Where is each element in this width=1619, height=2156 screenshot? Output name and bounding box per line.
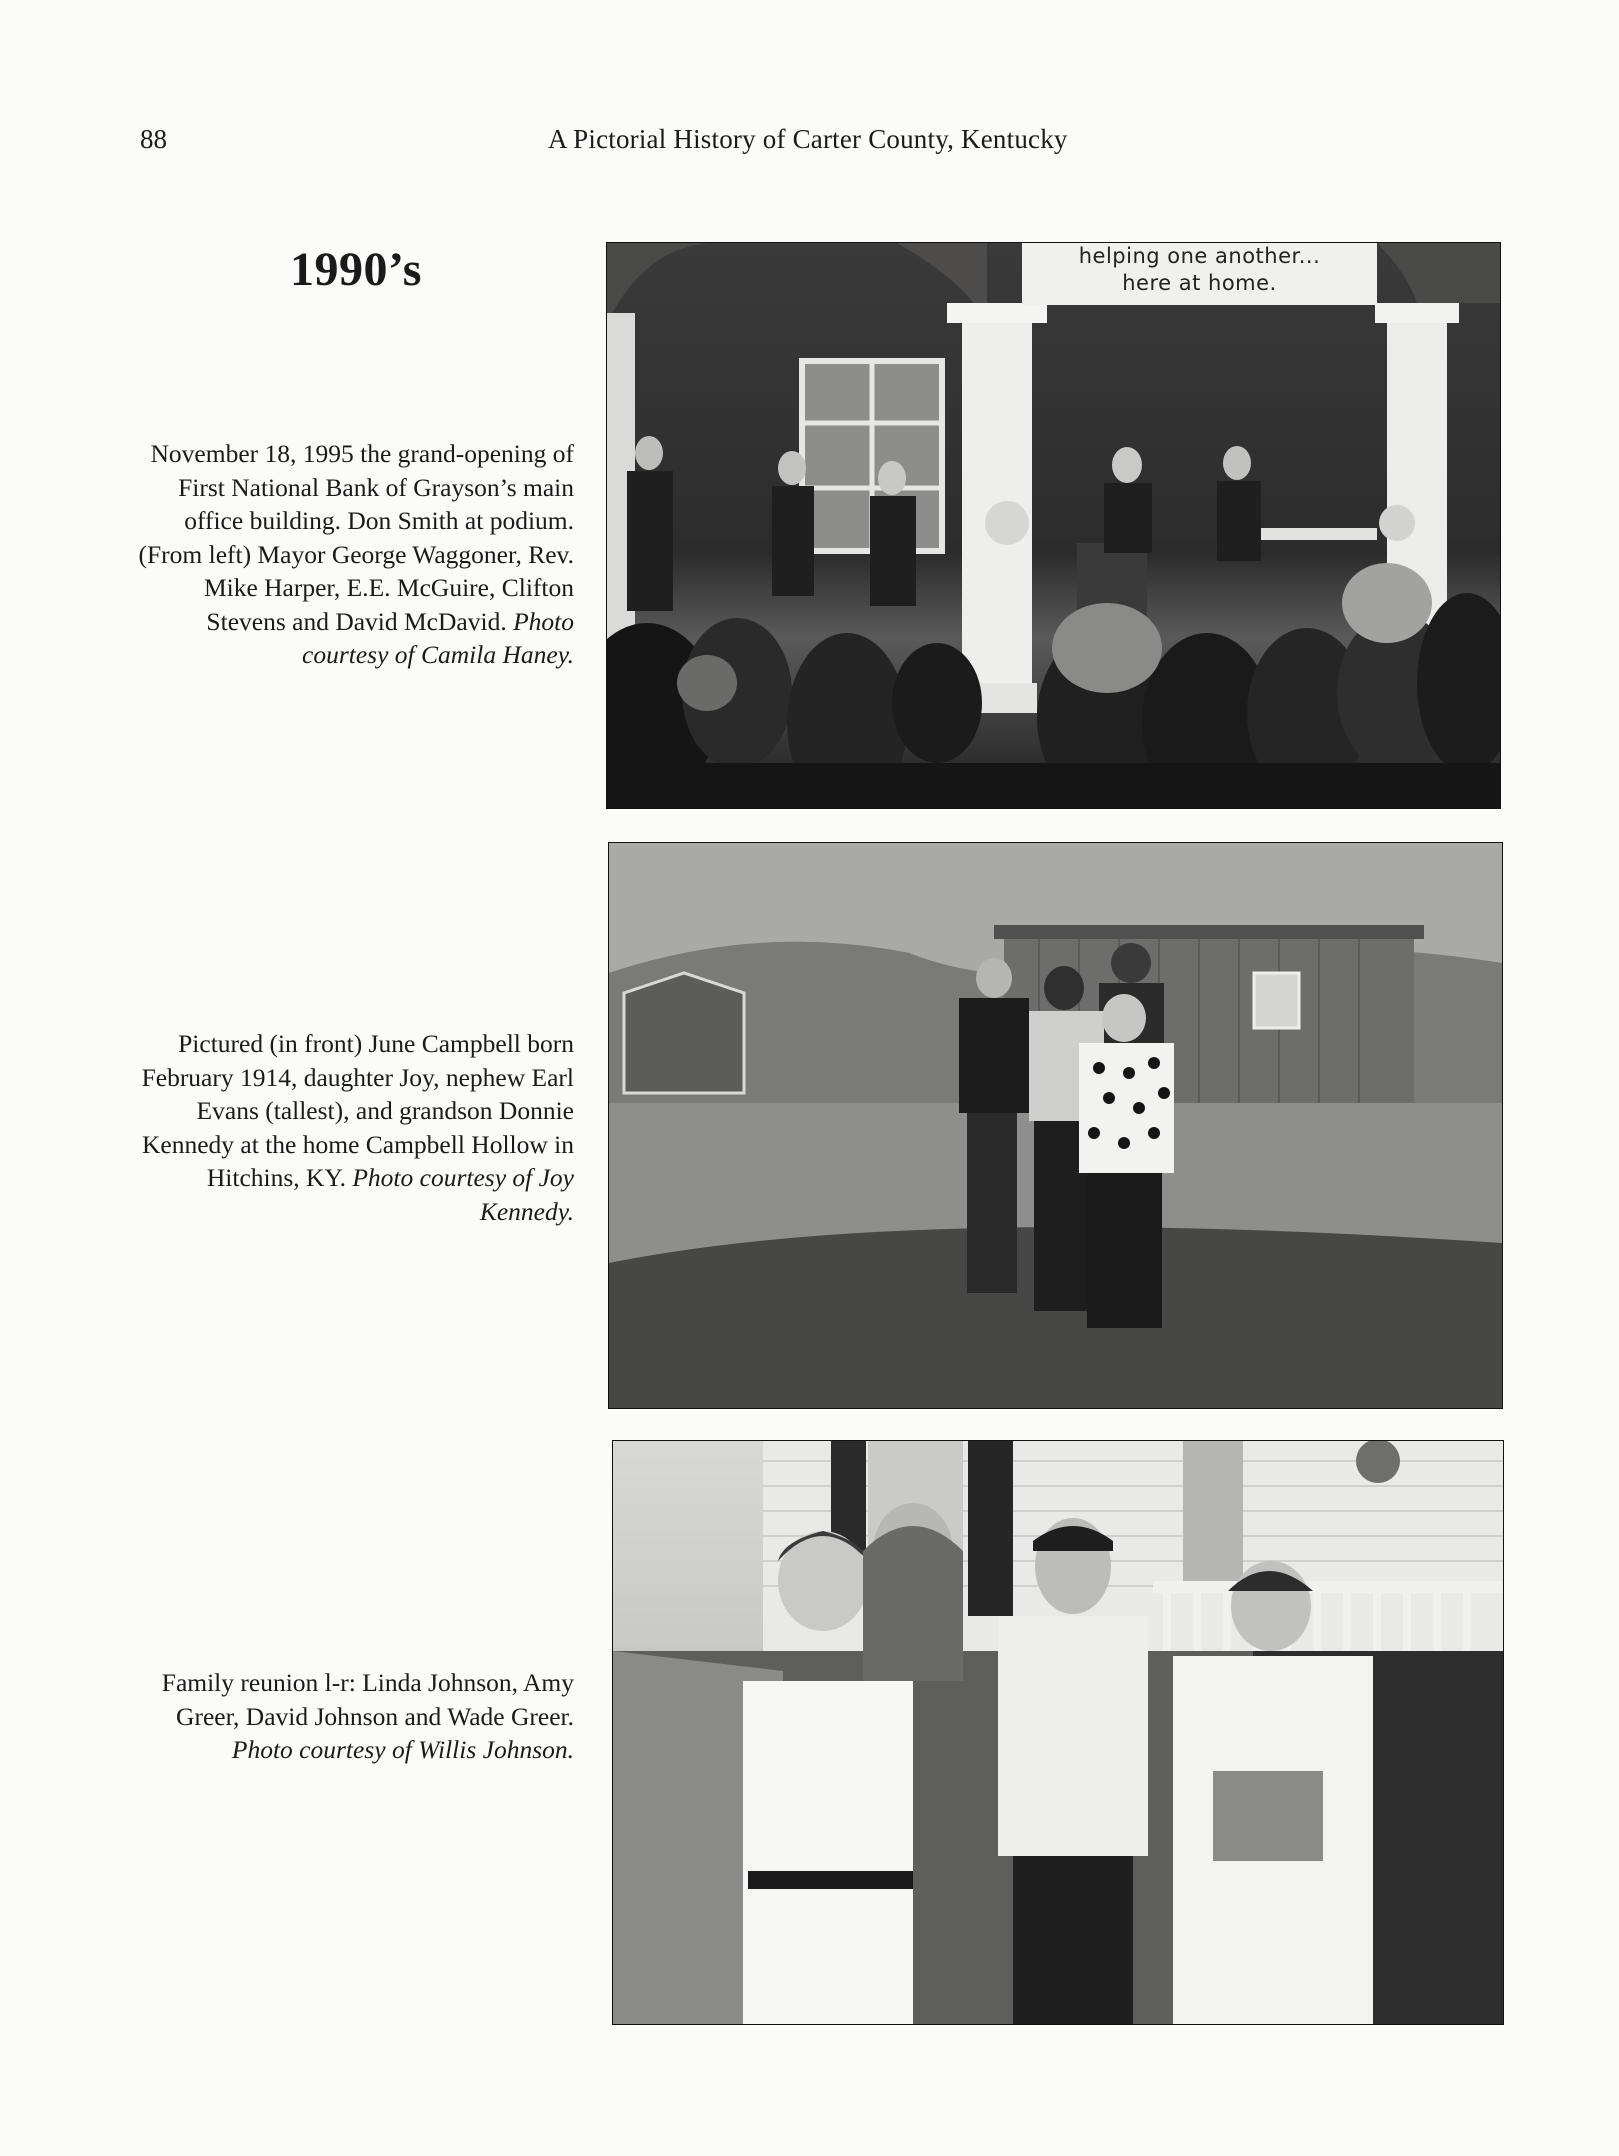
- banner-line-2: here at home.: [1122, 271, 1277, 295]
- photo-caption-campbell-family: [134, 1027, 574, 1228]
- caption-credit: Photo courtesy of Joy Kennedy.: [352, 1163, 574, 1226]
- caption-text: Pictured (in front) June Campbell born February 1914, daughter Joy, nephew Earl Evans (tallest), and grandson Donnie Kennedy at the home Campbell Hollow in Hitchins, KY.: [141, 1029, 574, 1192]
- running-head: A Pictorial History of Carter County, Kentucky: [548, 124, 1068, 154]
- photo-banner-sign: [1022, 243, 1377, 305]
- banner-line-1: helping one another...: [1078, 244, 1321, 268]
- photo-bank-grand-opening: [606, 242, 1501, 809]
- page-number: 88: [140, 124, 167, 154]
- photo-campbell-hollow-family: [608, 842, 1503, 1409]
- caption-credit: Photo courtesy of Camila Haney.: [302, 606, 574, 669]
- photo-campbell-hollow-family-image: [609, 843, 1502, 1408]
- caption-text: November 18, 1995 the grand-opening of First National Bank of Grayson’s main office building. Don Smith at podium. (From left) Mayor George Waggoner, Rev. Mike Harper, E.E. McGuire, Clifton Stevens and David McDavid.: [138, 439, 574, 636]
- section-title: 1990’s: [290, 243, 422, 296]
- photo-family-reunion: [612, 1440, 1504, 2025]
- caption-credit: Photo courtesy of Willis Johnson.: [231, 1735, 574, 1764]
- photo-family-reunion-image: [613, 1441, 1503, 2024]
- caption-text: Family reunion l-r: Linda Johnson, Amy Greer, David Johnson and Wade Greer.: [161, 1668, 574, 1731]
- photo-bank-grand-opening-image: [607, 243, 1500, 808]
- photo-caption-family-reunion: [134, 1666, 574, 1767]
- photo-caption-bank-opening: [134, 437, 574, 672]
